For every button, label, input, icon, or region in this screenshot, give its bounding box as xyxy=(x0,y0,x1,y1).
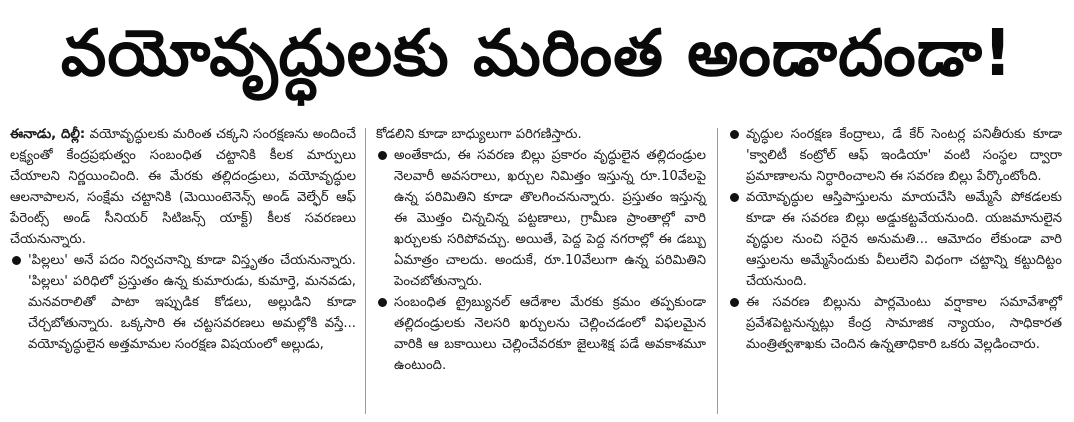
bullet-text: వయోవృద్ధుల ఆస్తిపాస్తులను మాయచేసి అమ్మేసే పోకడలకు కూడా ఈ సవరణ బిల్లు అడ్డుకట్టవేయనుంది. యజమానులైన వృద్ధుల నుంచి సరైన అనుమతి... ఆమోదం లేకుండా వారి ఆస్తులను అమ్మేసేందుకు వీలులేని విధంగా చట్టాన్ని కట్టుదిట్టం చేయనుంది. xyxy=(746,190,1062,289)
bullet-icon xyxy=(730,298,739,307)
bullet-item xyxy=(10,250,356,355)
bullet-icon xyxy=(12,256,21,265)
bullet-text: సంబంధిత ట్రైబ్యునల్ ఆదేశాల మేరకు క్రమం తప్పకుండా తల్లిదండ్రులకు నెలసరి ఖర్చులను చెల్లించడంలో విఫలమైన వారికి ఆ బకాయిలు చెల్లించేవరకూ జైలుశిక్ష పడే అవకాశమూ ఉంటుంది. xyxy=(394,295,706,373)
bullet-item xyxy=(728,187,1062,292)
article-column-1 xyxy=(10,124,356,355)
bullet-icon xyxy=(378,298,387,307)
column-divider xyxy=(365,128,366,414)
headline: వయోవృద్ధులకు మరింత అండాదండా! xyxy=(60,17,1014,91)
article-column-2 xyxy=(376,124,706,376)
bullet-text: 'పిల్లలు' అనే పదం నిర్వచనాన్ని కూడా విస్తృతం చేయనున్నారు. 'పిల్లలు' పరిధిలో ప్రస్తుతం ఉన్న కుమారుడు, కుమార్తె, మనవడు, మనవరాలితో పాటా ఇప్పుడిక కోడలు, అల్లుడిని కూడా చేర్చబోతున్నారు. ఒక్కసారి ఈ చట్టసవరణలు అమల్లోకి వస్తే... వయోవృద్ధులైన అత్తమామల సంరక్షణ విషయంలో అల్లుడు, xyxy=(28,253,356,352)
column-divider xyxy=(717,128,718,414)
dateline: ఈనాడు, దిల్లీ: xyxy=(10,127,86,142)
bullet-item xyxy=(728,124,1062,187)
continuation-text: కోడలిని కూడా బాధ్యులుగా పరిగణిస్తారు. xyxy=(376,127,582,142)
bullet-icon xyxy=(730,130,739,139)
bullet-icon xyxy=(730,193,739,202)
bullet-text: అంతేకాదు, ఈ సవరణ బిల్లు ప్రకారం వృద్ధులైన తల్లిదండ్రుల నెలవారీ అవసరాలు, ఖర్చుల నిమిత్తం ఇస్తున్న రూ.10వేలపై ఉన్న పరిమితిని కూడా తొలగించనున్నారు. ప్రస్తుతం ఇస్తున్న ఈ మొత్తం చిన్నచిన్న పట్టణాలు, గ్రామీణ ప్రాంతాల్లో వారి ఖర్చులకు సరిపోవచ్చు. అయితే, పెద్ద పెద్ద నగరాల్లో ఈ డబ్బు ఏమాత్రం చాలదు. అందుకే, రూ.10వేలుగా ఉన్న పరిమితిని పెంచబోతున్నారు. xyxy=(394,148,706,289)
bullet-item xyxy=(376,145,706,292)
bullet-text: వృద్ధుల సంరక్షణ కేంద్రాలు, డే కేర్ సెంటర్ల పనితీరుకు కూడా 'క్వాలిటీ కంట్రోల్ ఆఫ్ ఇండియా' వంటి సంస్థల ద్వారా ప్రమాణాలను నిర్ధారించాలని ఈ సవరణ బిల్లు పేర్కొంటోంది. xyxy=(746,127,1062,184)
lead-paragraph xyxy=(10,124,356,250)
bullet-text: ఈ సవరణ బిల్లును పార్లమెంటు వర్షాకాల సమావేశాల్లో ప్రవేశపెట్టనున్నట్లు కేంద్ర సామాజిక న్యాయం, సాధికారత మంత్రిత్వశాఖకు చెందిన ఉన్నతాధికారి ఒకరు వెల్లడించారు. xyxy=(746,295,1062,352)
article-column-3 xyxy=(728,124,1062,355)
bullet-item xyxy=(728,292,1062,355)
bullet-icon xyxy=(378,151,387,160)
lead-text: వయోవృద్ధులకు మరింత చక్కని సంరక్షణను అందించే లక్ష్యంతో కేంద్రప్రభుత్వం సంబంధిత చట్టానికి కీలక మార్పులు చేయాలని నిర్ణయించింది. ఈ మేరకు తల్లిదండ్రులు, వయోవృద్ధుల ఆలనాపాలన, సంక్షేమ చట్టానికి (మెయింటెనెన్స్ అండ్ వెల్ఫేర్ ఆఫ్ పేరెంట్స్ అండ్ సీనియర్ సిటిజన్స్ యాక్ట్) కీలక సవరణలు చేయనున్నారు. xyxy=(10,127,356,247)
bullet-item xyxy=(376,292,706,376)
